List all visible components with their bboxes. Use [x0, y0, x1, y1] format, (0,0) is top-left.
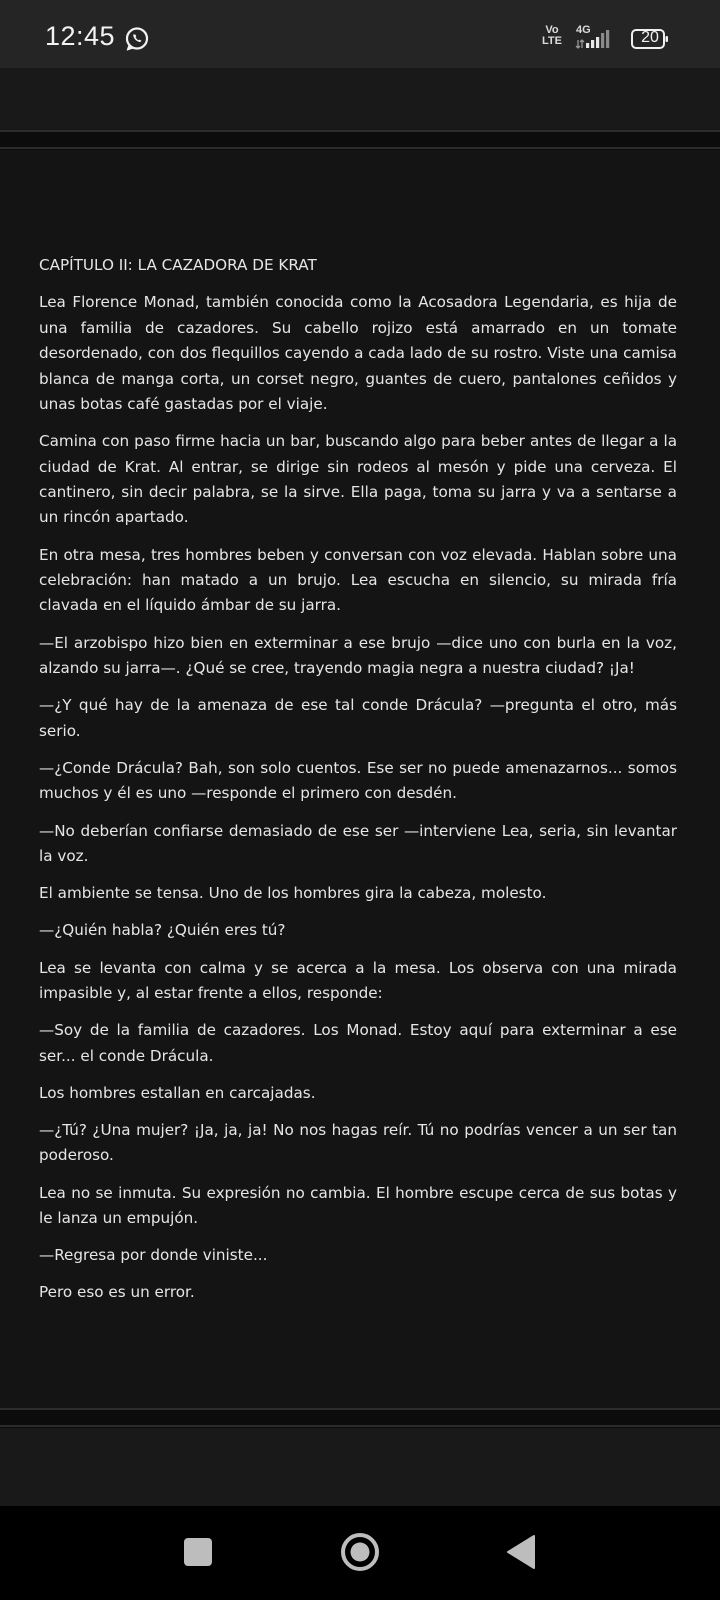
top-separator [0, 130, 720, 132]
battery-level: 20 [641, 29, 659, 46]
paragraph: —El arzobispo hizo bien en exterminar a ese brujo —dice uno con burla en la voz, alzando su jarra—. ¿Qué se cree, trayendo magia negra a nuestra ciudad? ¡Ja! [39, 633, 677, 678]
page-top-border [0, 147, 720, 149]
document-content [39, 253, 677, 1318]
paragraph: Lea Florence Monad, también conocida como la Acosadora Legendaria, es hija de una familia de cazadores. Su cabello rojizo está amarrado en un tomate desordenado, con dos flequillos cayendo a cada lado de su rostro. Viste una camisa blanca de manga corta, un corset negro, guantes de cuero, pantalones ceñidos y unas botas café gastadas por el viaje. [39, 293, 677, 414]
paragraph: Lea se levanta con calma y se acerca a la mesa. Los observa con una mirada impasible y, al estar frente a ellos, responde: [39, 958, 677, 1002]
triangle-back-icon[interactable] [500, 1530, 544, 1574]
whatsapp-icon [124, 26, 150, 52]
paragraph: —¿Tú? ¿Una mujer? ¡Ja, ja, ja! No nos hagas reír. Tú no podrías vencer a un ser tan poderoso. [39, 1120, 677, 1165]
paragraph: Camina con paso firme hacia un bar, buscando algo para beber antes de llegar a la ciudad de Krat. Al entrar, se dirige sin rodeos al mesón y pide una cerveza. El cantinero, sin decir palabra, se la sirve. Ella paga, toma su jarra y va a sentarse a un rincón apartado. [39, 432, 677, 527]
volte-indicator [542, 25, 562, 47]
status-time: 12:45 [45, 21, 116, 51]
status-bar [0, 0, 720, 68]
volte-label-bottom: LTE [542, 35, 562, 47]
paragraph: Los hombres estallan en carcajadas. [39, 1083, 316, 1102]
paragraph: —¿Conde Drácula? Bah, son solo cuentos. Ese ser no puede amenazarnos... somos muchos y él es uno —responde el primero con desdén. [39, 758, 677, 803]
paragraph: El ambiente se tensa. Uno de los hombres gira la cabeza, molesto. [39, 884, 547, 903]
square-recents-icon[interactable] [176, 1530, 220, 1574]
paragraph: —No deberían confiarse demasiado de ese ser —interviene Lea, seria, sin levantar la voz. [39, 821, 677, 865]
reader-top-band [0, 68, 720, 130]
paragraph: Pero eso es un error. [39, 1283, 195, 1302]
paragraph: Lea no se inmuta. Su expresión no cambia. El hombre escupe cerca de sus botas y le lanza un empujón. [39, 1183, 677, 1227]
paragraph: —Soy de la familia de cazadores. Los Monad. Estoy aquí para exterminar a ese ser... el conde Drácula. [39, 1021, 677, 1065]
circle-home-icon[interactable] [338, 1530, 382, 1574]
chapter-title: CAPÍTULO II: LA CAZADORA DE KRAT [39, 256, 317, 274]
signal-strength-icon [574, 28, 622, 50]
paragraph: —¿Quién habla? ¿Quién eres tú? [39, 921, 286, 940]
paragraph: —¿Y qué hay de la amenaza de ese tal conde Drácula? —pregunta el otro, más serio. [39, 696, 677, 740]
bottom-separator [0, 1425, 720, 1427]
paragraph: En otra mesa, tres hombres beben y conversan con voz elevada. Hablan sobre una celebración: han matado a un brujo. Lea escucha en silencio, su mirada fría clavada en el líquido ámbar de su jarra. [39, 545, 677, 615]
volte-label-top: Vo [545, 24, 559, 36]
paragraph: —Regresa por donde viniste... [39, 1246, 268, 1265]
network-type-label: 4G [576, 24, 591, 36]
reader-bottom-band [0, 1428, 720, 1506]
